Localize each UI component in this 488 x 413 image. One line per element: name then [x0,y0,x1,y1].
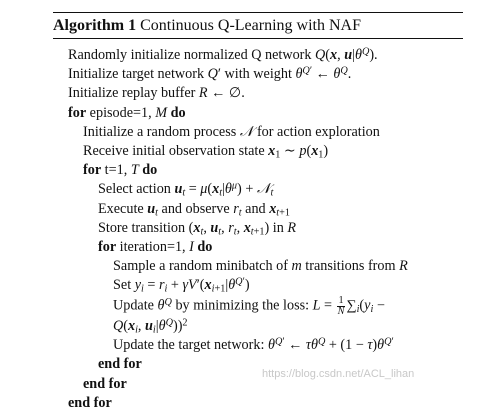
algo-line-1: Randomly initialize normalized Q network Q(x, $u|\theta^Q$). [68,46,378,63]
algo-line-5: Initialize a random process 𝒩 for action exploration [83,123,380,140]
algo-line-2: Initialize target network Q′ with weight $\theta^{Q'}$ ← $\theta^Q$. [68,65,352,83]
algorithm-label: Algorithm 1 [53,17,137,34]
algorithm-title [53,13,463,36]
algo-end-for-middle: end for [83,375,127,392]
algo-line-6: Receive initial observation state $x_1$ ∼ $p(x_1)$ [83,143,329,161]
algo-line-7: for t=1, T do [83,162,158,179]
algo-line-10: Store transition ($x_t$, $u_t$, $r_t$, $x_{t+1}$) in R [98,219,297,238]
algo-line-14: Update $\theta^Q$ by minimizing the loss: L = $\frac{1}{N}$ $\sum_i(y_i$ − [113,294,385,317]
algo-line-15: Update the target network: $\theta^{Q'}$ ← $\tau\theta^Q + (1 - \tau)\theta^{Q'}$ [113,336,394,354]
algo-line-13: Set $y_i = r_i + \gamma V'(x_{i+1}|\theta^{Q'})$ [113,276,250,295]
algo-line-11: for iteration=1, I do [98,239,213,256]
algo-line-14-cont: $Q(x_i$, $u_i|\theta^Q))^2$ [113,317,188,336]
algo-line-8: Select action $u_t = \mu(x_t|\theta^\mu)$ + 𝒩$_t$ [98,180,274,199]
algo-line-4: for episode=1, M do [68,104,186,121]
algorithm-box [53,12,463,413]
algo-line-3: Initialize replay buffer R ← ∅. [68,85,245,102]
algo-end-for-inner: end for [98,356,142,373]
watermark: https://blog.csdn.net/ACL_lihan [262,368,415,380]
algo-line-12: Sample a random minibatch of m transitions from R [113,258,408,275]
algo-line-9: Execute $u_t$ and observe $r_t$ and $x_{t+1}$ [98,200,290,219]
algorithm-body [53,39,463,413]
algorithm-name: Continuous Q-Learning with NAF [140,17,361,34]
algo-end-for-outer: end for [68,394,112,411]
